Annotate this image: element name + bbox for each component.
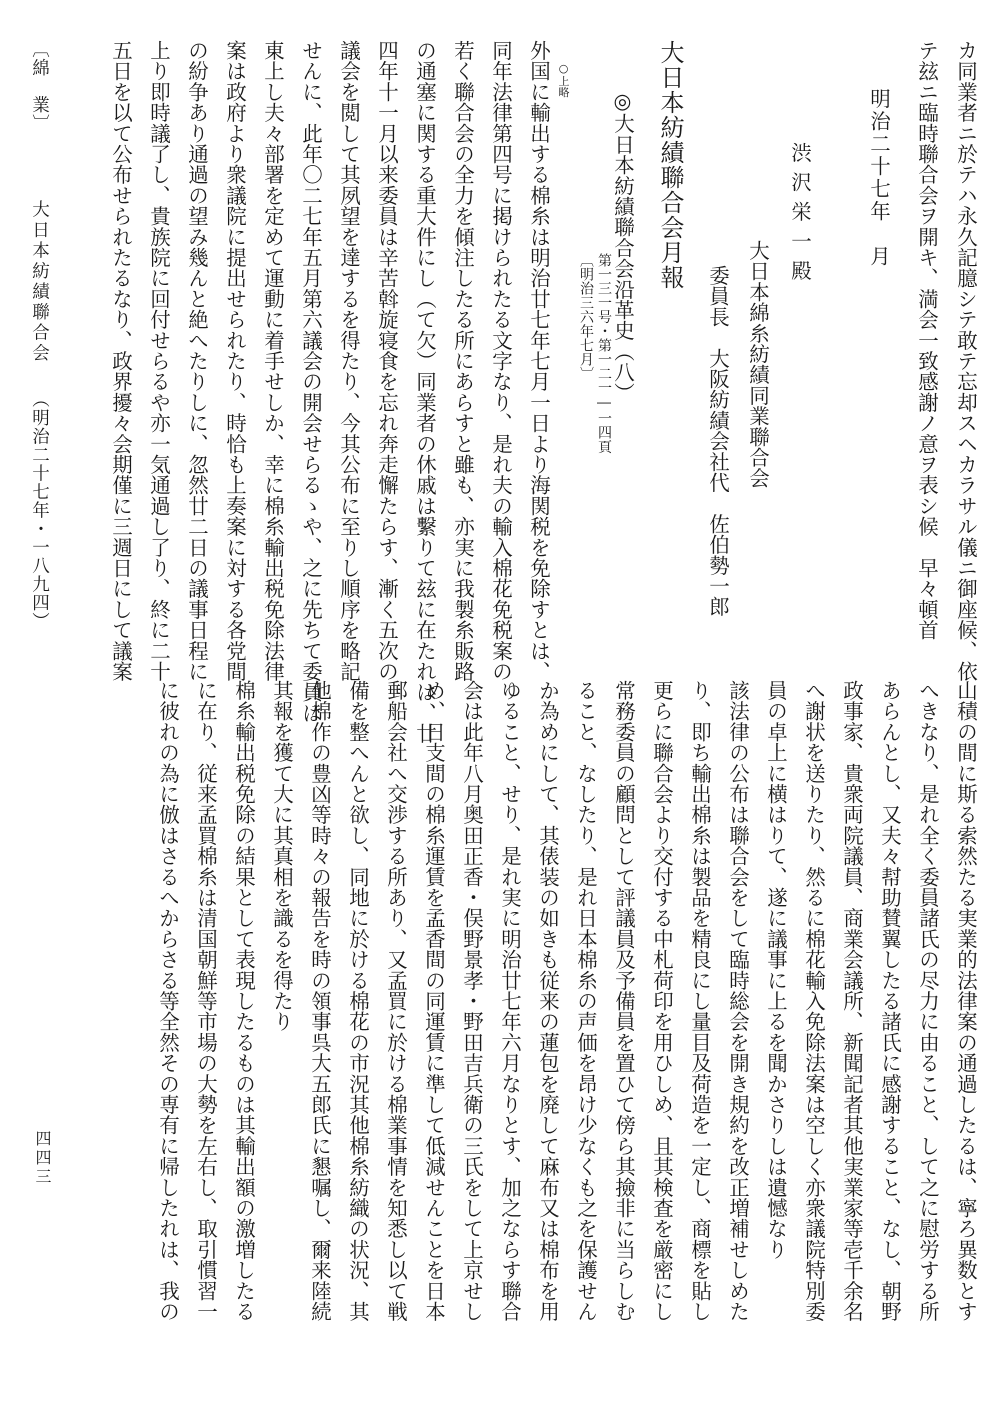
footer-date-note: （明治二十七年・一八九四） — [29, 390, 50, 631]
omitted-mark: ○上略 — [557, 62, 570, 98]
lower-line-1: 山積の間に斯る索然たる実業的法律案の通過したるは、寧ろ異数とす — [953, 680, 978, 1322]
body-line-6: 議会を閲して其夙望を達するを得たり、今其公布に至りし順序を略記 — [336, 40, 361, 682]
lower-line-8: り、即ち輸出棉糸は製品を精良にし量目及荷造を一定し、商標を貼し — [687, 680, 712, 1322]
lower-line-15: め、日支間の棉糸運賃を孟香間の同運賃に準して低減せんことを日本 — [421, 680, 446, 1322]
body-line-1: 外国に輸出する棉糸は明治廿七年七月一日より海関税を免除すとは、 — [526, 40, 551, 682]
body-line-11: 上り即時議了し、貴族院に回付せらるや亦一気通過し了り、終に二十 — [146, 40, 171, 682]
lower-line-21: に在り、従来孟買棉糸は清国朝鮮等市場の大勢を左右し、取引慣習一 — [193, 680, 218, 1322]
section-title: ◎大日本紡績聯合会沿革史（八） — [610, 89, 635, 403]
lower-line-18: 他棉作の豊凶等時々の報告を時の領事呉大五郎氏に懇嘱し、爾来陸続 — [307, 680, 332, 1322]
body-line-10: の紛争あり通過の望み幾んと絶へたりしに、忽然廿二日の議事日程に — [184, 40, 209, 682]
issue-line-2: 〔明治三六年七月〕 — [578, 253, 594, 381]
journal-title: 大日本紡績聯合会月報 — [656, 40, 684, 290]
issue-line-1: 第一三一号・第一二一―一四頁 — [596, 253, 612, 454]
lower-line-14: 会は此年八月奥田正香・俣野景孝・野田吉兵衛の三氏をして上京せし — [459, 680, 484, 1322]
lower-line-12: か為めにして、其俵装の如きも従来の蓮包を廃して麻布又は棉布を用 — [535, 680, 560, 1322]
lower-line-7: 該法律の公布は聯合会をして臨時総会を開き規約を改正増補せしめた — [725, 680, 750, 1322]
footer-section-label: 〔綿 業〕 — [29, 40, 50, 133]
lower-line-10: 常務委員の顧問として評議員及予備員を置ひて傍ら其撿非に当らしむ — [611, 680, 636, 1322]
body-line-3: 若く聯合会の全力を傾注したる所にあらすと雖も、亦実に我製糸販路 — [450, 40, 475, 682]
letter-date: 明治二十七年 月 — [866, 88, 891, 268]
lower-line-17: 備を整へんと欲し、同地に於ける棉花の市況其他棉糸紡織の状況、其 — [345, 680, 370, 1322]
lower-line-16: 郵船会社へ交渉する所あり、又孟買に於ける棉業事情を知悉し以て戦 — [383, 680, 408, 1322]
lower-line-5: へ謝状を送りたり、然るに棉花輸入免除法案は空しく亦衆議院特別委 — [801, 680, 826, 1322]
letter-addressee: 渋沢栄一殿 — [787, 142, 812, 290]
letter-sender-name: 委員長 大阪紡績会社代 佐伯勢一郎 — [705, 265, 730, 617]
body-line-9: 案は政府より衆議院に提出せられたり、時恰も上奏案に対する各党間 — [222, 40, 247, 682]
lower-line-4: 政事家、貴衆両院議員、商業会議所、新聞記者其他実業家等壱千余名 — [839, 680, 864, 1322]
body-line-8: 東上し夫々部署を定めて運動に着手せしか、幸に棉糸輸出税免除法律 — [260, 40, 285, 682]
lower-line-22: に彼れの為に倣はさるへからさる等全然その専有に帰したれは、我の — [155, 680, 180, 1322]
lower-line-6: 員の卓上に横はりて、遂に議事に上るを聞かさりしは遺憾なり — [763, 680, 788, 1260]
lower-line-11: ること、なしたり、是れ日本棉糸の声価を昂け少なくも之を保護せん — [573, 680, 598, 1322]
lower-line-13: ゆること、せり、是れ実に明治廿七年六月なりとす、加之ならす聯合 — [497, 680, 522, 1322]
lower-line-20: 棉糸輸出税免除の結果として表現したるものは其輸出額の激増したる — [231, 680, 256, 1322]
letter-line-2: テ玆ニ臨時聯合会ヲ開キ、満会一致感謝ノ意ヲ表シ候 早々頓首 — [914, 40, 939, 641]
lower-line-9: 更らに聯合会より交付する中札荷印を用ひしめ、且其検査を厳密にし — [649, 680, 674, 1322]
body-line-7: せんに、此年〇二七年五月第六議会の開会せらるゝや、之に先ちて委員は — [298, 40, 323, 724]
body-line-12: 五日を以て公布せられたるなり、政界擾々会期僅に三週日にして議案 — [108, 40, 133, 682]
letter-sender-org: 大日本綿糸紡績同業聯合会 — [745, 240, 770, 489]
lower-line-3: あらんとし、又夫々幇助賛翼したる諸氏に感謝すること、なし、朝野 — [877, 680, 902, 1322]
body-line-5: 四年十一月以来委員は辛苦斡旋寝食を忘れ奔走懈たらす、漸く五次の — [374, 40, 399, 682]
body-line-2: 同年法律第四号に掲けられたる文字なり、是れ夫の輸入棉花免税案の — [488, 40, 513, 682]
footer-org-name: 大日本紡績聯合会 — [29, 200, 50, 364]
page-number: 四四三 — [33, 1130, 52, 1187]
lower-line-19: 其報を獲て大に其真相を識るを得たり — [269, 680, 294, 1032]
letter-line-1: カ同業者ニ於テハ永久記臆シテ敢テ忘却スヘカラサル儀ニ御座候、依 — [953, 40, 978, 682]
body-line-4: の通塞に関する重大件にし（て欠）同業者の休戚は繫りて玆に在たれは、廿 — [412, 40, 437, 744]
lower-line-2: へきなり、是れ全く委員諸氏の尽力に由ること、して之に慰労する所 — [915, 680, 940, 1322]
